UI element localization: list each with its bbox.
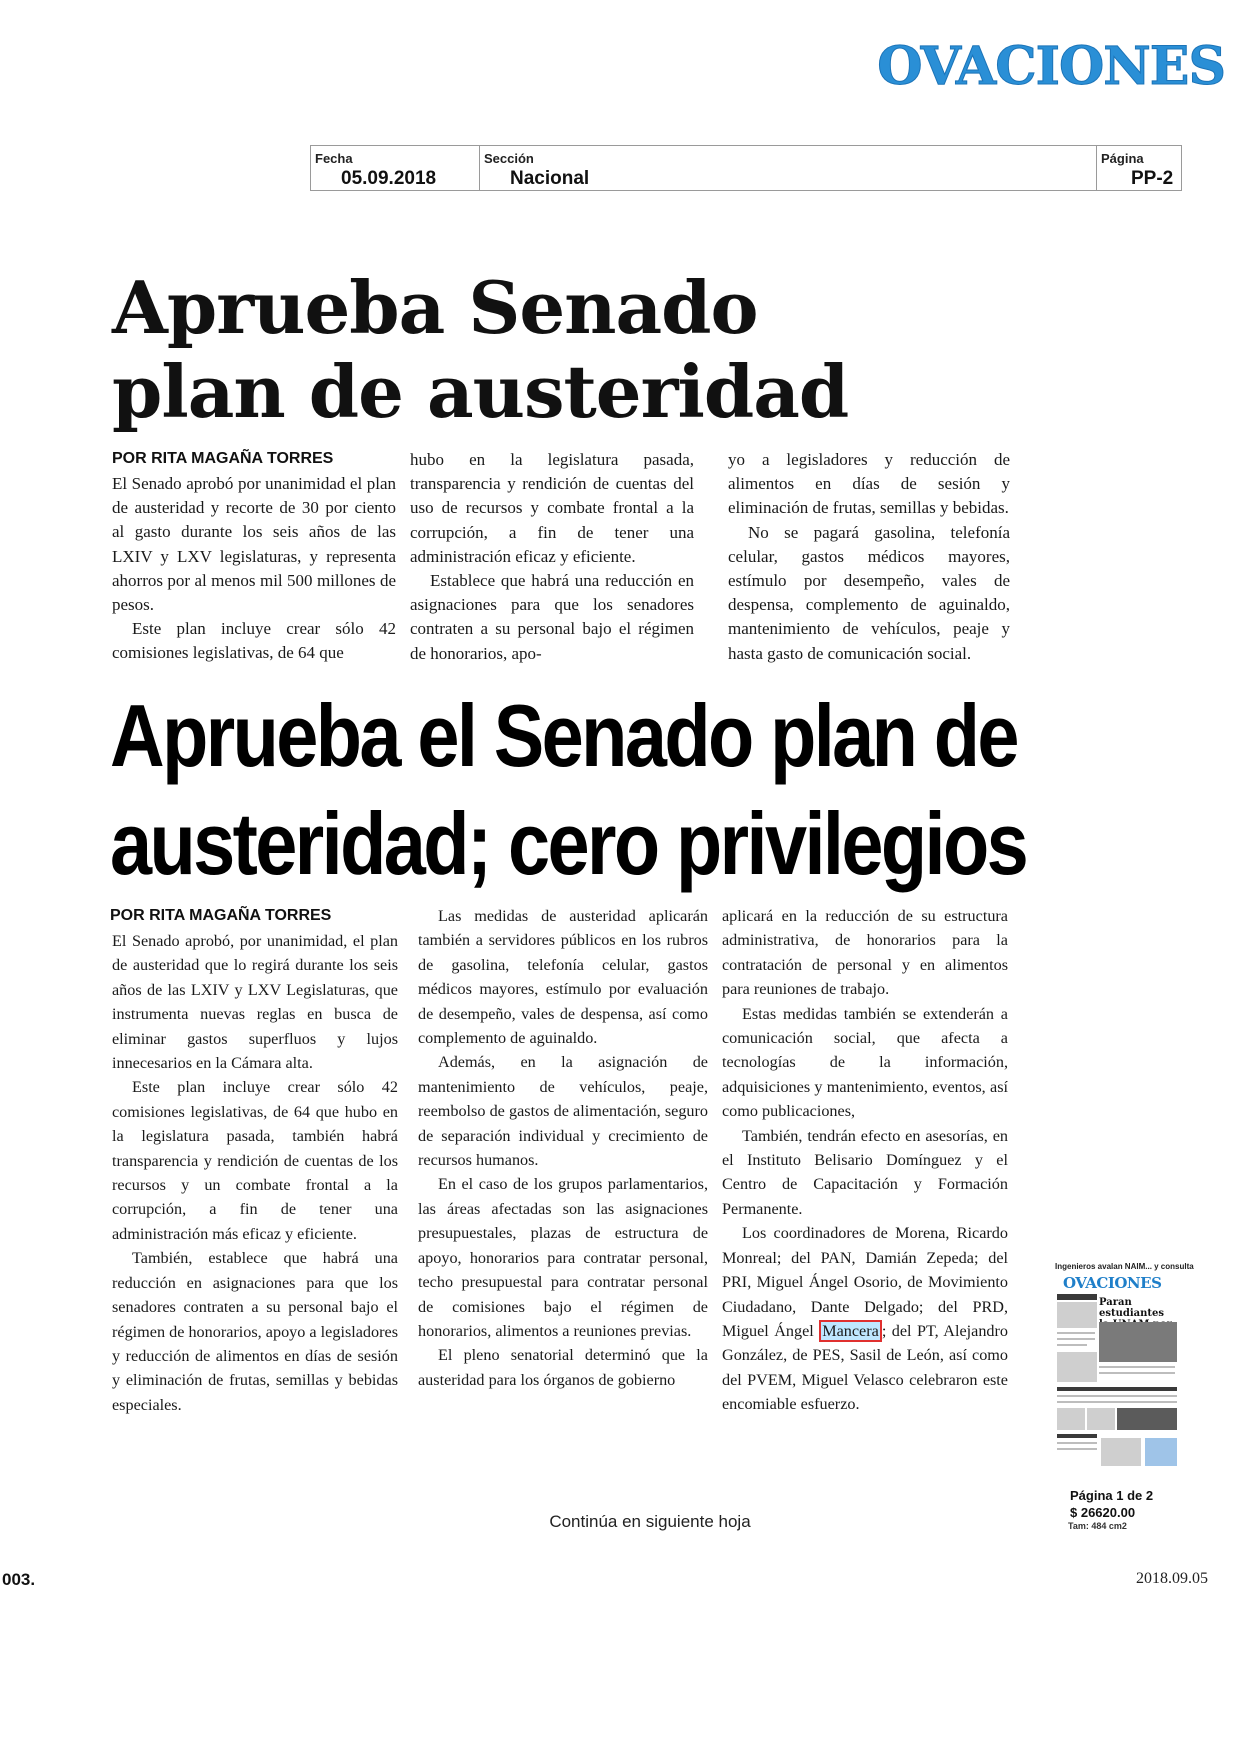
meta-fecha-cell	[311, 146, 480, 190]
thumbnail-text-line	[1057, 1344, 1087, 1346]
thumbnail-text-line	[1099, 1372, 1175, 1374]
thumbnail-caption: Ingenieros avalan NAIM... y consulta	[1055, 1262, 1194, 1271]
thumbnail-text-line	[1057, 1395, 1177, 1397]
article2-paragraph: Además, en la asignación de mantenimiento de vehículos, peaje, reembolso de gastos de alimentación, seguro de separación individual y crecimiento de recursos humanos.	[418, 1053, 708, 1170]
article1-column-2	[410, 448, 694, 666]
thumbnail-text-line	[1057, 1442, 1097, 1444]
thumbnail-photo	[1087, 1408, 1115, 1430]
meta-seccion-cell	[480, 146, 1097, 190]
thumbnail-text-line	[1057, 1332, 1095, 1334]
thumbnail-text-line	[1057, 1448, 1097, 1450]
article2-headline-line1: Aprueba el Senado plan de	[110, 686, 1017, 785]
article1-paragraph: No se pagará gasolina, telefonía celular, gastos médicos mayores, estímulo por desempeño, vales de despensa, complemento de aguinaldo, mantenimiento de vehículos, peaje y hasta gasto de comunicación social.	[728, 522, 1010, 663]
fecha-label: Fecha	[315, 151, 353, 166]
article1-paragraph: Este plan incluye crear sólo 42 comisiones legislativas, de 64 que	[112, 619, 396, 663]
article2-paragraph: Este plan incluye crear sólo 42 comisiones legislativas, de 64 que hubo en la legislatura pasada, también habrá transparencia y rendición de cuentas de los recursos y un combate frontal a la corrupción, a fin de tener una administración más eficaz y eficiente.	[112, 1078, 398, 1243]
date-stamp: 2018.09.05	[1136, 1570, 1208, 1587]
thumbnail-photo	[1145, 1438, 1177, 1466]
thumbnail-bar	[1057, 1387, 1177, 1391]
thumbnail-logo: OVACIONES	[1063, 1274, 1162, 1292]
article1-paragraph: yo a legisladores y reducción de alimentos en días de sesión y eliminación de frutas, semillas y bebidas.	[728, 450, 1010, 518]
continues-note: Continúa en siguiente hoja	[549, 1512, 751, 1531]
meta-pagina-cell	[1097, 146, 1181, 190]
paragraph-text: ; del PT, Alejandro González, de PES, Sasil de León, así como del PVEM, Miguel Velasco celebraron este encomiable esfuerzo.	[722, 1321, 1008, 1414]
thumbnail-photo	[1117, 1408, 1177, 1430]
document-code: 003.	[2, 1570, 36, 1589]
article1-paragraph: El Senado aprobó por unanimidad el plan de austeridad y recorte de 30 por ciento al gasto durante los seis años de las LXIV y LXV legislaturas, y representa ahorros por al menos mil 500 millones de pesos.	[112, 474, 396, 615]
ad-cost: $ 26620.00	[1070, 1505, 1136, 1520]
highlighted-term[interactable]: Mancera	[819, 1320, 882, 1342]
thumbnail-photo	[1057, 1352, 1097, 1382]
article2-paragraph: El pleno senatorial determinó que la austeridad para los órganos de gobierno	[418, 1346, 708, 1389]
pagina-label: Página	[1101, 151, 1144, 166]
article2-paragraph: El Senado aprobó, por unanimidad, el plan de austeridad que lo regirá durante los seis años de las LXIV y LXV Legislaturas, que instrumenta nuevas reglas en busca de eliminar gastos superfluos y lujos innecesarios en la Cámara alta.	[112, 932, 398, 1073]
thumbnail-photo	[1057, 1408, 1085, 1430]
article2-byline: POR RITA MAGAÑA TORRES	[110, 907, 332, 924]
article-size: Tam: 484 cm2	[1068, 1521, 1127, 1531]
article2-column-3	[722, 904, 1008, 1417]
article2-headline-line2: austeridad; cero privilegios	[110, 794, 1027, 893]
meta-info-box	[310, 145, 1182, 191]
masthead-logo: OVACIONES	[877, 36, 1225, 97]
thumbnail-text-line	[1057, 1338, 1095, 1340]
thumbnail-bar	[1057, 1294, 1097, 1300]
article1-paragraph: hubo en la legislatura pasada, transparencia y rendición de cuentas del uso de recursos y combate frontal a la corrupción, a fin de tener una administración eficaz y eficiente.	[410, 450, 694, 566]
page-count: Página 1 de 2	[1070, 1488, 1154, 1503]
thumbnail-headline: Paran estudiantes	[1099, 1297, 1165, 1319]
article1-headline-line2: plan de austeridad	[112, 349, 849, 434]
article2-paragraph: aplicará en la reducción de su estructura administrativa, de honorarios para la contratación de personal y en alimentos para reuniones de trabajo.	[722, 907, 1008, 999]
fecha-value: 05.09.2018	[341, 168, 437, 189]
article2-paragraph: También, tendrán efecto en asesorías, en el Instituto Belisario Domínguez y el Centro de Capacitación y Formación Permanente.	[722, 1126, 1008, 1218]
seccion-value: Nacional	[510, 168, 590, 189]
article1-headline-line1: Aprueba Senado	[112, 265, 758, 350]
paragraph-text: Los coordinadores de Morena, Ricardo Monreal; del PAN, Damián Zepeda; del PRI, Miguel Ángel Osorio, de Movimiento Ciudadano, Dante Delgado; del PRD, Miguel Ángel	[722, 1224, 1008, 1340]
article2-paragraph: Estas medidas también se extenderán a comunicación social, que afecta a tecnologías de la información, adquisiciones y mantenimiento, eventos, así como publicaciones,	[722, 1004, 1008, 1121]
seccion-label: Sección	[484, 151, 534, 166]
article2-paragraph	[722, 1221, 1008, 1416]
pagina-value: PP-2	[1131, 168, 1174, 189]
article1-column-1	[112, 472, 396, 666]
article1-byline: POR RITA MAGAÑA TORRES	[112, 450, 334, 467]
article2-paragraph: Las medidas de austeridad aplicarán también a servidores públicos en los rubros de gasolina, telefonía celular, gastos médicos mayores, estímulo por evaluación de desempeño, vales de despensa, así como complemento de aguinaldo.	[418, 907, 708, 1048]
thumbnail-photo	[1057, 1302, 1097, 1328]
article2-paragraph: En el caso de los grupos parlamentarios, las áreas afectadas son las asignaciones presupuestales, plazas de estructura de apoyo, honorarios para contratar personal, techo presupuestal para contratar personal de comisiones bajo el régimen de honorarios, alimentos a reuniones previas.	[418, 1175, 708, 1340]
thumbnail-text-line	[1099, 1366, 1175, 1368]
page-thumbnail[interactable]	[1055, 1262, 1194, 1472]
thumbnail-text-line	[1057, 1401, 1177, 1403]
article2-paragraph: También, establece que habrá una reducción en asignaciones para que los senadores contraten a su personal bajo el régimen de honorarios, apoyo a legisladores y reducción de alimentos en días de sesión y eliminación de frutas, semillas y bebidas especiales.	[112, 1249, 398, 1414]
article2-column-1	[112, 929, 398, 1417]
thumbnail-photo	[1099, 1322, 1177, 1362]
article1-paragraph: Establece que habrá una reducción en asignaciones para que los senadores contraten a su personal bajo el régimen de honorarios, apo-	[410, 571, 694, 663]
thumbnail-bar	[1057, 1434, 1097, 1438]
article2-column-2	[418, 904, 708, 1392]
thumbnail-photo	[1101, 1438, 1141, 1466]
article1-column-3	[728, 448, 1010, 666]
